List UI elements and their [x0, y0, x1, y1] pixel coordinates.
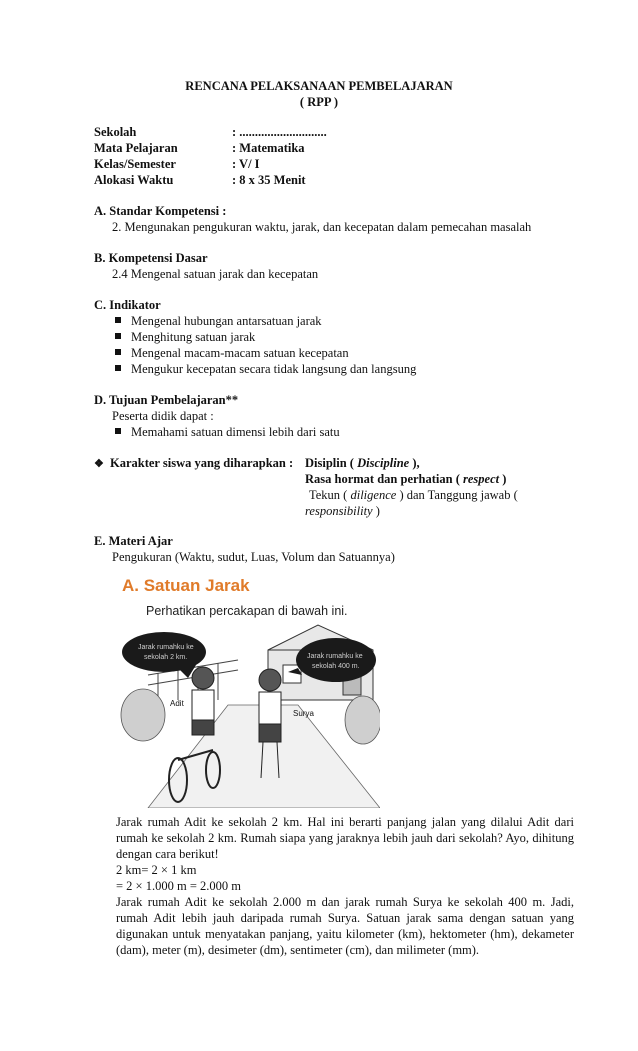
karakter-line-4: responsibility ) [305, 504, 380, 518]
adit-figure [192, 667, 214, 735]
info-label-subject: Mata Pelajaran [94, 141, 178, 155]
body-paragraph-1: Jarak rumah Adit ke sekolah 2 km. Hal ini berarti panjang jalan yang dilalui Adit dari rumah ke sekolah 2 km. Rumah siapa yang jaraknya lebih jauh dari sekolah? Ayo, dihitung dengan cara berikut! [116, 815, 574, 861]
section-a-text: 2. Mengunakan pengukuran waktu, jarak, dan kecepatan dalam pemecahan masalah [112, 220, 532, 234]
section-a-heading: A. Standar Kompetensi : [94, 204, 227, 218]
karakter-line-1: Disiplin ( Discipline ), [305, 456, 420, 470]
name-label-adit: Adit [170, 699, 184, 708]
section-d-intro: Peserta didik dapat : [112, 409, 214, 423]
section-e-text: Pengukuran (Waktu, sudut, Luas, Volum dan Satuannya) [112, 550, 395, 564]
illustration-subtitle: Perhatikan percakapan di bawah ini. [146, 604, 348, 618]
list-item: Mengenal hubungan antarsatuan jarak [115, 313, 322, 329]
info-value-class: : V/ I [232, 157, 260, 171]
svg-text:sekolah 400 m.: sekolah 400 m. [312, 663, 360, 670]
section-c-heading: C. Indikator [94, 298, 161, 312]
bullet-square-icon [115, 349, 121, 355]
list-item: Mengenal macam-macam satuan kecepatan [115, 345, 349, 361]
bullet-square-icon [115, 333, 121, 339]
info-value-time: : 8 x 35 Menit [232, 173, 306, 187]
body-paragraph-2: Jarak rumah Adit ke sekolah 2.000 m dan jarak rumah Surya ke sekolah 400 m. Jadi, rumah Adit lebih jauh daripada rumah Surya. Satuan jarak sama dengan satuan yang digunakan untuk menyatakan panjang, yaitu kilometer (km), hektometer (hm), dekameter (dam), meter (m), desimeter (dm), sentimeter (cm), dan milimeter (mm). [116, 895, 574, 957]
list-item: Mengukur kecepatan secara tidak langsung dan langsung [115, 361, 416, 377]
list-item: Menghitung satuan jarak [115, 329, 255, 345]
bullet-square-icon [115, 428, 121, 434]
karakter-line-3: Tekun ( diligence ) dan Tanggung jawab ( [309, 488, 518, 502]
bullet-square-icon [115, 317, 121, 323]
section-e-heading: E. Materi Ajar [94, 534, 173, 548]
section-b-text: 2.4 Mengenal satuan jarak dan kecepatan [112, 267, 319, 281]
info-value-subject: : Matematika [232, 141, 305, 155]
illustration-title: A. Satuan Jarak [122, 576, 250, 595]
name-label-surya: Surya [293, 709, 314, 718]
equation-line-2: = 2 × 1.000 m = 2.000 m [116, 879, 241, 893]
svg-text:Jarak rumahku ke: Jarak rumahku ke [307, 653, 363, 660]
section-b-heading: B. Kompetensi Dasar [94, 251, 208, 265]
info-label-time: Alokasi Waktu [94, 173, 174, 187]
info-label-school: Sekolah [94, 125, 137, 139]
document-subtitle: ( RPP ) [299, 95, 339, 109]
svg-text:sekolah 2 km.: sekolah 2 km. [144, 654, 188, 661]
illustration-scene [118, 620, 380, 808]
info-value-school: : ............................ [232, 125, 327, 139]
svg-text:Jarak rumahku ke: Jarak rumahku ke [138, 644, 194, 651]
document-title: RENCANA PELAKSANAAN PEMBELAJARAN [185, 79, 453, 93]
diamond-bullet-icon: ❖ [94, 458, 104, 470]
karakter-label: ❖ Karakter siswa yang diharapkan : [94, 456, 294, 470]
list-item: Memahami satuan dimensi lebih dari satu [115, 424, 340, 440]
bullet-square-icon [115, 365, 121, 371]
info-label-class: Kelas/Semester [94, 157, 176, 171]
section-d-heading: D. Tujuan Pembelajaran** [94, 393, 239, 407]
karakter-line-2: Rasa hormat dan perhatian ( respect ) [305, 472, 507, 486]
equation-line-1: 2 km= 2 × 1 km [116, 863, 197, 877]
